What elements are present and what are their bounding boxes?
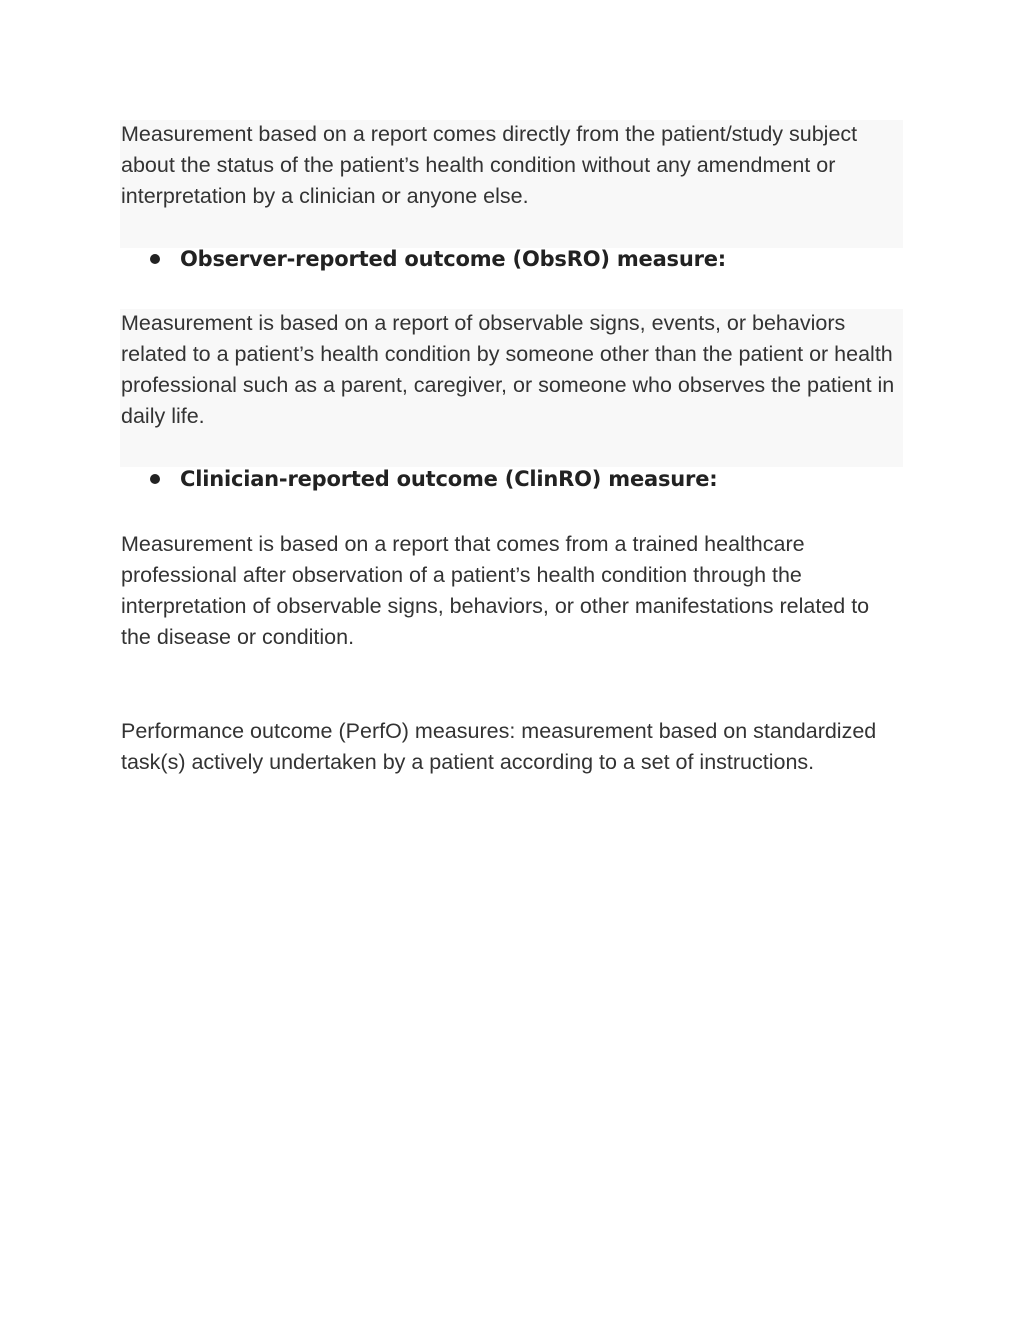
clinro-bullet	[150, 463, 717, 495]
clinro-heading: Clinician-reported outcome (ClinRO) measure:	[180, 467, 718, 491]
bullet-icon	[150, 254, 160, 264]
obsro-paragraph: Measurement is based on a report of observable signs, events, or behaviors related to a patient’s health condition by someone other than the patient or health professional such as a parent, caregiver, or someone who observes the patient in daily life.	[121, 311, 895, 428]
bullet-icon	[150, 474, 160, 484]
patient-report-paragraph: Measurement based on a report comes directly from the patient/study subject about the status of the patient’s health condition without any amendment or interpretation by a clinician or anyone else.	[121, 122, 858, 208]
obsro-bullet	[150, 243, 726, 275]
clinro-paragraph: Measurement is based on a report that comes from a trained healthcare professional after observation of a patient’s health condition through the interpretation of observable signs, behaviors, or other manifestations related to the disease or condition.	[121, 532, 870, 649]
perfo-paragraph: Performance outcome (PerfO) measures: measurement based on standardized task(s) actively undertaken by a patient according to a set of instructions.	[121, 719, 877, 774]
obsro-heading: Observer-reported outcome (ObsRO) measure:	[180, 247, 727, 271]
